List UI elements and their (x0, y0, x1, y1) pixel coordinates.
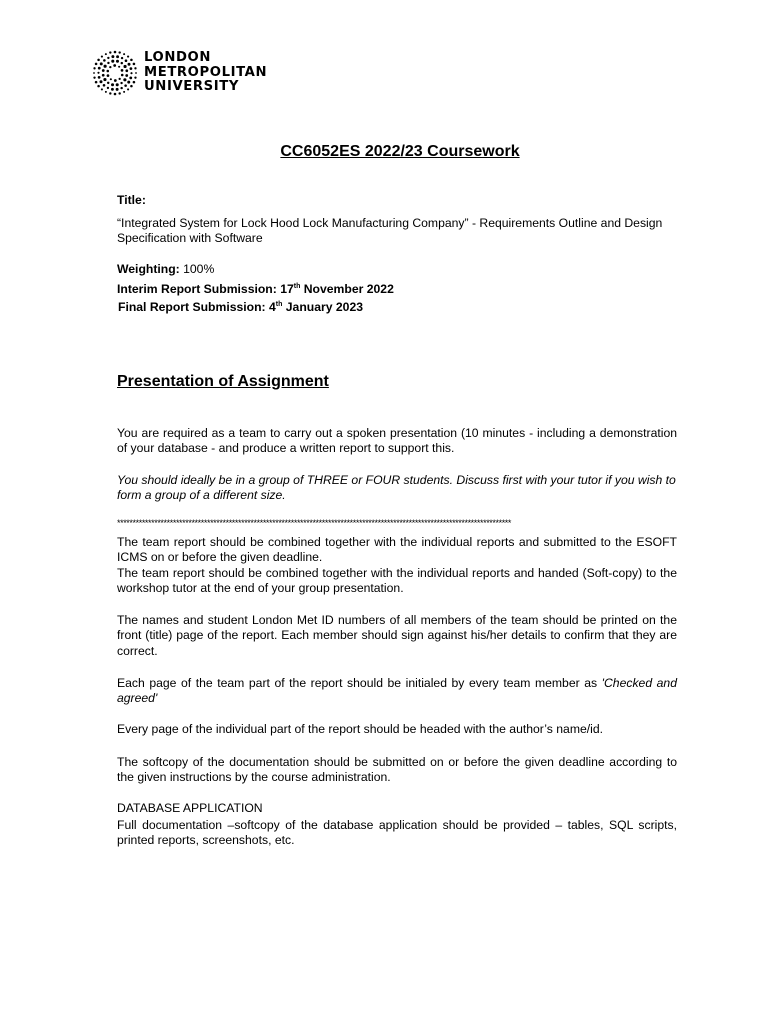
logo-dot (123, 65, 126, 68)
logo-dot (109, 51, 111, 53)
database-heading: DATABASE APPLICATION (117, 801, 263, 815)
logo-dot (129, 76, 132, 79)
logo-dot (130, 72, 132, 74)
logo-dot (114, 51, 117, 54)
logo-dot (106, 70, 109, 73)
logo-dot (118, 92, 120, 94)
logo-dot (111, 83, 114, 86)
logo-dot (127, 56, 129, 58)
p5-italic: 'Checked and agreed' (117, 676, 677, 706)
logo-dot (97, 72, 99, 74)
paragraph-names-ids: The names and student London Met ID numbers of all members of the team should be printed on the front (title) page of the report. Each member should sign against his/her details to confirm that they are correct. (117, 613, 677, 658)
logo-dot (105, 53, 107, 55)
logo-line-2: METROPOLITAN (144, 64, 268, 80)
final-prefix: Final Report Submission: 4 (118, 300, 276, 315)
logo-dot (111, 88, 114, 91)
logo-dot (134, 67, 136, 69)
paragraph-softcopy: The softcopy of the documentation should be submitted on or before the given deadline according to the given instructions by the course administration. (117, 755, 677, 785)
logo-dot (121, 57, 123, 59)
logo-dot (100, 62, 103, 65)
logo-line-1: LONDON (144, 50, 211, 66)
logo-dot (116, 88, 119, 91)
logo-dot (130, 85, 133, 88)
logo-dot (107, 74, 110, 77)
interim-sup: th (293, 283, 301, 290)
logo-dot (121, 62, 123, 64)
logo-dot (133, 63, 136, 66)
logo-dot (104, 65, 107, 68)
interim-suffix: November 2022 (300, 282, 394, 297)
logo-dot (93, 77, 95, 79)
paragraph-individual-header: Every page of the individual part of the report should be headed with the author’s name/id. (117, 722, 604, 736)
logo-dot (98, 76, 101, 79)
logo-dot (97, 59, 100, 62)
logo-dot (121, 69, 124, 72)
logo-dot (123, 91, 125, 93)
logo-dot (130, 67, 133, 70)
university-logo (92, 50, 267, 96)
title-label: Title: (117, 193, 146, 207)
weighting-label: Weighting: (117, 262, 180, 276)
paragraph-team-report-softcopy: The team report should be combined together with the individual reports and handed (Soft-copy) to the workshop tutor at the end of your group presentation. (117, 566, 677, 596)
logo-dot (111, 55, 114, 58)
logo-dot (103, 78, 106, 81)
logo-dot (107, 57, 109, 59)
logo-dot (109, 92, 111, 94)
logo-dot (133, 81, 136, 84)
logo-dot (116, 60, 119, 63)
logo-dot (107, 82, 109, 84)
logo-dot (102, 74, 105, 77)
logo-dot (111, 60, 114, 63)
logo-dot (95, 81, 98, 84)
logo-dot (107, 62, 109, 64)
logo-dot (121, 74, 124, 77)
paragraph-presentation: You are required as a team to carry out a spoken presentation (10 minutes - including a demonstration of your database - and produce a written report to support this. (117, 426, 677, 456)
logo-dot (93, 67, 95, 69)
section-heading: Presentation of Assignment (117, 373, 329, 390)
logo-dot (93, 72, 95, 74)
paragraph-group-size: You should ideally be in a group of THREE or FOUR students. Discuss first with your tutor if you wish to form a group of a different size. (117, 473, 676, 503)
logo-dot (116, 55, 119, 58)
weighting-line (117, 262, 677, 277)
title-text: “Integrated System for Lock Hood Lock Manufacturing Company” - Requirements Outline and Design Specification with Software (117, 216, 663, 246)
final-sup: th (275, 301, 283, 308)
logo-dot (123, 78, 126, 81)
logo-dot (110, 78, 112, 80)
logo-dot (98, 67, 101, 70)
final-submission (118, 297, 678, 315)
dot-ring-logo-icon (92, 50, 138, 96)
logo-dot (103, 84, 106, 87)
logo-dot (124, 84, 127, 87)
logo-dot (116, 83, 119, 86)
asterisk-divider: ******************************************************************************************************************************* (117, 518, 512, 528)
logo-dot (130, 59, 133, 62)
logo-dot (125, 59, 128, 62)
logo-dot (125, 69, 128, 72)
logo-dot (128, 63, 131, 66)
logo-dot (109, 66, 111, 68)
logo-dot (119, 78, 121, 80)
logo-dot (118, 51, 120, 53)
logo-dot (118, 66, 120, 68)
logo-dot (97, 85, 100, 88)
paragraph-team-report-icms: The team report should be combined together with the individual reports and submitted to the ESOFT ICMS on or before the given deadline. (117, 535, 677, 565)
logo-dot (95, 63, 98, 66)
logo-dot (107, 87, 109, 89)
logo-dot (114, 79, 117, 82)
weighting-value: 100% (179, 262, 215, 276)
logo-dot (123, 53, 125, 55)
interim-prefix: Interim Report Submission: 17 (117, 282, 294, 297)
p5-text: Each page of the team part of the report should be initialed by every team member as (117, 676, 602, 690)
logo-dot (99, 80, 102, 83)
logo-dot (113, 64, 116, 67)
logo-dot (101, 56, 103, 58)
logo-dot (120, 82, 122, 84)
logo-dot (127, 88, 129, 90)
logo-dot (105, 91, 107, 93)
course-title: CC6052ES 2022/23 Coursework (280, 143, 520, 160)
logo-wordmark (144, 51, 267, 95)
interim-submission (117, 279, 677, 297)
logo-dot (135, 72, 137, 74)
logo-dot (127, 81, 130, 84)
logo-line-3: UNIVERSITY (144, 79, 239, 95)
logo-dot (120, 87, 122, 89)
logo-dot (101, 88, 103, 90)
final-suffix: January 2023 (282, 300, 364, 315)
logo-dot (103, 59, 106, 62)
logo-dot (125, 74, 128, 77)
logo-dot (114, 93, 117, 96)
logo-dot (134, 77, 136, 79)
paragraph-database: Full documentation –softcopy of the database application should be provided – tables, SQL scripts, printed reports, screenshots, etc. (117, 818, 677, 848)
logo-dot (102, 69, 105, 72)
paragraph-initialed (117, 676, 677, 707)
